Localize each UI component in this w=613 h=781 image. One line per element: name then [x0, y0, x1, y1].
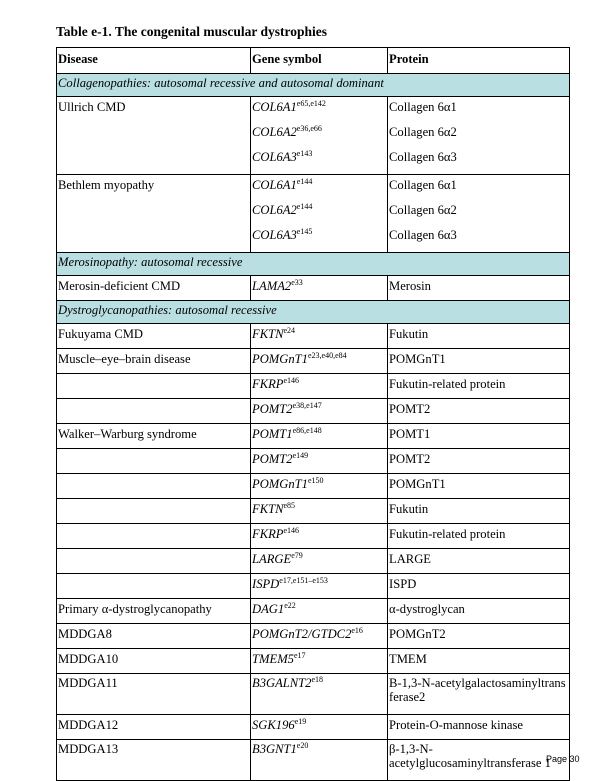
protein-cell: POMT1	[388, 424, 570, 449]
table-row	[57, 474, 570, 499]
gene-cell: $B3GALNT2^{e18}$	[251, 674, 388, 715]
disease-cell: Fukuyama CMD	[57, 324, 251, 349]
disease-cell: Muscle–eye–brain disease	[57, 349, 251, 374]
disease-cell: Bethlem myopathy	[57, 175, 251, 253]
disease-cell	[57, 524, 251, 549]
gene-cell: $LARGE^{e79}$	[251, 549, 388, 574]
disease-cell: MDDGA10	[57, 649, 251, 674]
header-row	[57, 48, 570, 74]
table-caption: Table e-1. The congenital muscular dystrophies	[56, 24, 328, 39]
disease-cell: Ullrich CMD	[57, 97, 251, 175]
gene-cell	[251, 175, 388, 253]
gene-cell: $FKTN^{e24}$	[251, 324, 388, 349]
disease-cell	[57, 399, 251, 424]
protein-cell: Fukutin	[388, 324, 570, 349]
disease-cell: MDDGA12	[57, 715, 251, 740]
section-row	[57, 253, 570, 276]
protein-cell: Fukutin	[388, 499, 570, 524]
table-row	[57, 499, 570, 524]
protein-cell: ISPD	[388, 574, 570, 599]
gene-entry: $COL6A3^{e143}$	[252, 149, 313, 164]
header-gene: Gene symbol	[251, 48, 388, 74]
disease-cell	[57, 499, 251, 524]
gene-cell: $SGK196^{e19}$	[251, 715, 388, 740]
section-merosinopathy: Merosinopathy: autosomal recessive	[57, 253, 570, 276]
protein-cell: Fukutin-related protein	[388, 524, 570, 549]
disease-cell	[57, 474, 251, 499]
gene-cell: $DAG1^{e22}$	[251, 599, 388, 624]
table-row	[57, 740, 570, 781]
table-row	[57, 524, 570, 549]
disease-cell: Walker–Warburg syndrome	[57, 424, 251, 449]
gene-cell: $POMT2^{e38,e147}$	[251, 399, 388, 424]
protein-cell: Collagen 6α1 Collagen 6α2 Collagen 6α3	[388, 175, 570, 253]
disease-cell: Primary α-dystroglycanopathy	[57, 599, 251, 624]
table-row	[57, 324, 570, 349]
protein-cell: POMT2	[388, 399, 570, 424]
header-disease: Disease	[57, 48, 251, 74]
gene-cell: $POMGnT1^{e23,e40,e84}$	[251, 349, 388, 374]
gene-cell: $FKRP^{e146}$	[251, 374, 388, 399]
protein-cell: LARGE	[388, 549, 570, 574]
protein-cell: Fukutin-related protein	[388, 374, 570, 399]
gene-cell: $ISPD^{e17,e151-e153}$	[251, 574, 388, 599]
disease-cell: MDDGA8	[57, 624, 251, 649]
section-row	[57, 74, 570, 97]
gene-cell: $POMGnT2/GTDC2^{e16}$	[251, 624, 388, 649]
table-row	[57, 574, 570, 599]
disease-cell: MDDGA11	[57, 674, 251, 715]
gene-cell: $POMT2^{e149}$	[251, 449, 388, 474]
gene-entry: $COL6A3^{e145}$	[252, 227, 313, 242]
gene-cell: $B3GNT1^{e20}$	[251, 740, 388, 781]
table-row	[57, 715, 570, 740]
gene-cell: $LAMA2^{e33}$	[251, 276, 388, 301]
table-row	[57, 624, 570, 649]
protein-cell: Β-1,3-N-acetylgalactosaminyltransferase2	[388, 674, 570, 715]
gene-cell: $POMGnT1^{e150}$	[251, 474, 388, 499]
gene-cell: $POMT1^{e86,e148}$	[251, 424, 388, 449]
disease-cell: Merosin-deficient CMD	[57, 276, 251, 301]
gene-entry: $COL6A2^{e144}$	[252, 202, 313, 217]
protein-cell: TMEM	[388, 649, 570, 674]
table-row	[57, 97, 570, 175]
table-row	[57, 649, 570, 674]
protein-cell: β-1,3-N-acetylglucosaminyltransferase 1	[388, 740, 570, 781]
table-row	[57, 549, 570, 574]
table-row	[57, 374, 570, 399]
section-row	[57, 301, 570, 324]
gene-cell	[251, 97, 388, 175]
gene-entry: $COL6A1^{e144}$	[252, 177, 313, 192]
table-row	[57, 276, 570, 301]
table-row	[57, 599, 570, 624]
disease-cell	[57, 449, 251, 474]
protein-cell: POMGnT1	[388, 474, 570, 499]
table-row	[57, 175, 570, 253]
protein-cell: POMGnT1	[388, 349, 570, 374]
header-protein: Protein	[388, 48, 570, 74]
table-row	[57, 449, 570, 474]
table-row	[57, 399, 570, 424]
table-row	[57, 424, 570, 449]
gene-entry: $COL6A2^{e36,e66}$	[252, 124, 322, 139]
gene-cell: $TMEM5^{e17}$	[251, 649, 388, 674]
disease-cell	[57, 374, 251, 399]
section-dystroglycanopathies: Dystroglycanopathies: autosomal recessive	[57, 301, 570, 324]
gene-entry: $COL6A1^{e65,e142}$	[252, 99, 326, 114]
protein-cell: α-dystroglycan	[388, 599, 570, 624]
protein-cell: POMT2	[388, 449, 570, 474]
disease-cell: MDDGA13	[57, 740, 251, 781]
table-row	[57, 674, 570, 715]
table-row	[57, 349, 570, 374]
disease-cell	[57, 549, 251, 574]
gene-cell: $FKRP^{e146}$	[251, 524, 388, 549]
protein-cell: Protein-O-mannose kinase	[388, 715, 570, 740]
section-collagenopathies: Collagenopathies: autosomal recessive and autosomal dominant	[57, 74, 570, 97]
disease-cell	[57, 574, 251, 599]
protein-cell: POMGnT2	[388, 624, 570, 649]
protein-cell: Collagen 6α1 Collagen 6α2 Collagen 6α3	[388, 97, 570, 175]
cmd-table	[56, 47, 570, 781]
gene-cell: $FKTN^{e85}$	[251, 499, 388, 524]
protein-cell: Merosin	[388, 276, 570, 301]
page-number: Page 30	[546, 754, 580, 764]
